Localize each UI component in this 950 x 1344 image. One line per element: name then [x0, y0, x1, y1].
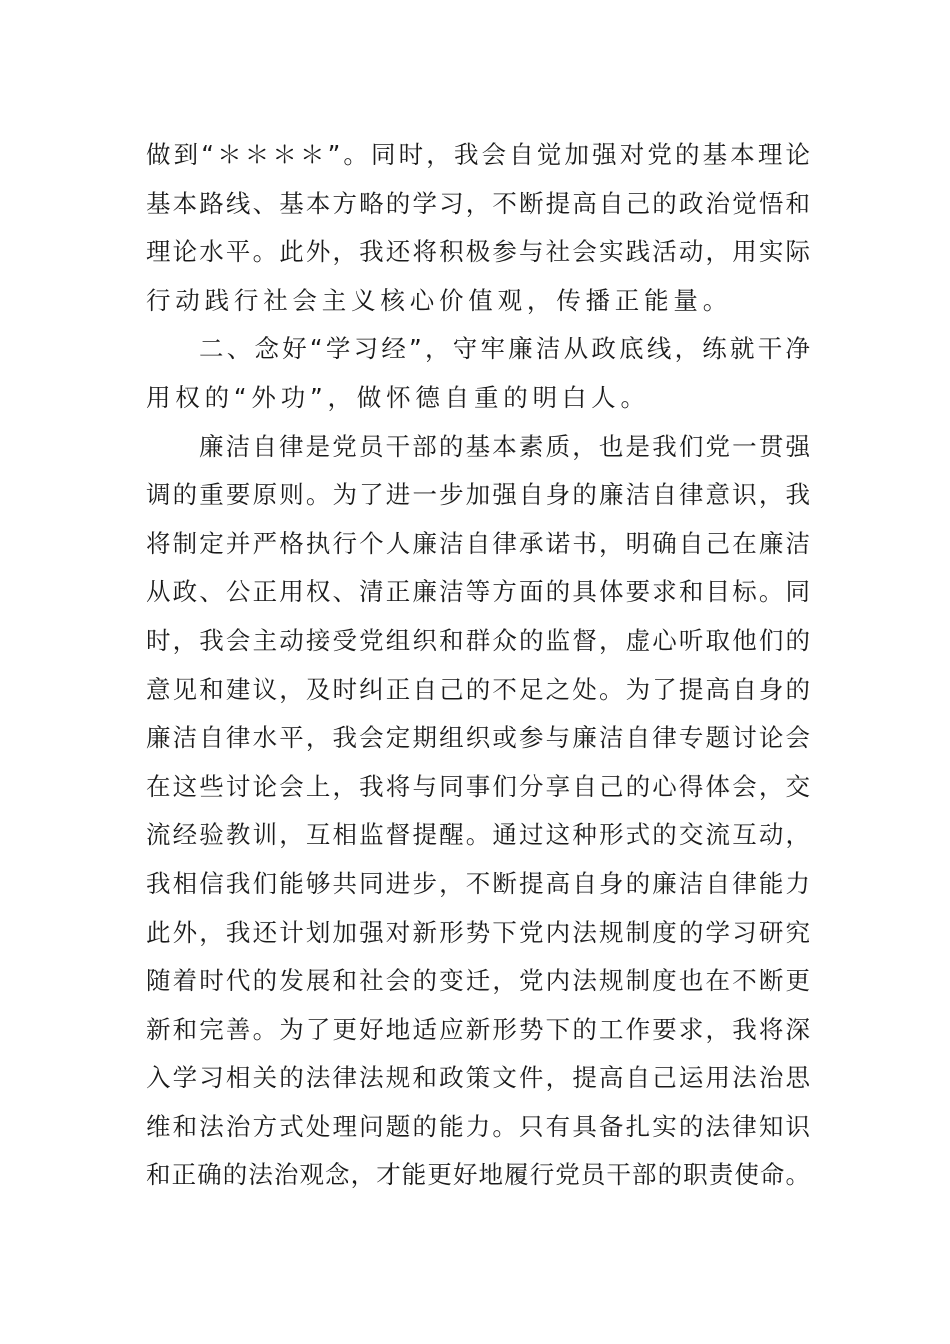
text-line: 时，我会主动接受党组织和群众的监督，虚心听取他们的: [146, 625, 810, 655]
text-line: 流经验教训，互相监督提醒。通过这种形式的交流互动，: [146, 820, 810, 850]
text-line: 在这些讨论会上，我将与同事们分享自己的心得体会，交: [146, 771, 810, 801]
section-heading-line: 二、念好“学习经”，守牢廉洁从政底线，练就干净: [199, 334, 810, 364]
section-heading-line: 用权的“外功”，做怀德自重的明白人。: [146, 382, 650, 412]
text-line: 随着时代的发展和社会的变迁，党内法规制度也在不断更: [146, 966, 810, 996]
text-line: 基本路线、基本方略的学习，不断提高自己的政治觉悟和: [146, 188, 810, 218]
text-line: 维和法治方式处理问题的能力。只有具备扎实的法律知识: [146, 1111, 810, 1141]
text-line: 入学习相关的法律法规和政策文件，提高自己运用法治思: [146, 1063, 810, 1093]
text-line: 此外，我还计划加强对新形势下党内法规制度的学习研究: [146, 917, 810, 947]
text-line: 从政、公正用权、清正廉洁等方面的具体要求和目标。同: [146, 577, 810, 607]
text-line: 做到“＊＊＊＊”。同时，我会自觉加强对党的基本理论: [146, 140, 810, 169]
text-line: 廉洁自律水平，我会定期组织或参与廉洁自律专题讨论会: [146, 723, 810, 753]
text-line: 将制定并严格执行个人廉洁自律承诺书，明确自己在廉洁: [146, 528, 810, 558]
text-line: 新和完善。为了更好地适应新形势下的工作要求，我将深: [146, 1014, 810, 1044]
text-line: 意见和建议，及时纠正自己的不足之处。为了提高自身的: [146, 674, 810, 704]
text-line: 我相信我们能够共同进步，不断提高自身的廉洁自律能力: [146, 868, 810, 898]
text-line: 调的重要原则。为了进一步加强自身的廉洁自律意识，我: [146, 480, 810, 510]
document-body: [146, 131, 810, 1200]
text-line: 廉洁自律是党员干部的基本素质，也是我们党一贯强: [199, 431, 810, 461]
text-line: 理论水平。此外，我还将积极参与社会实践活动，用实际: [146, 237, 810, 267]
text-line: 行动践行社会主义核心价值观，传播正能量。: [146, 285, 732, 315]
text-line: 和正确的法治观念，才能更好地履行党员干部的职责使命。: [146, 1160, 810, 1190]
